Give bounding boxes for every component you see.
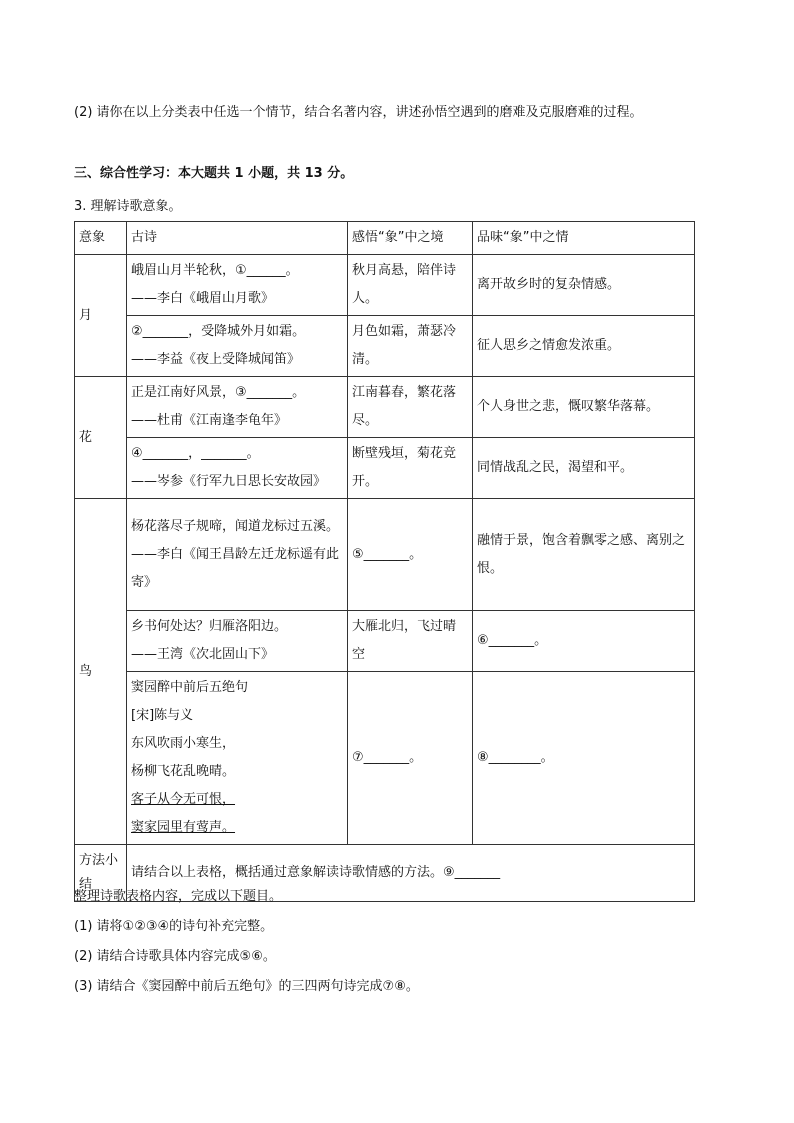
poetry-imagery-table	[74, 221, 695, 902]
emotion-cell: ⑥_______。	[473, 611, 695, 672]
scene-cell: 断壁残垣，菊花竞开。	[348, 438, 473, 499]
table-row	[75, 672, 695, 845]
poem-line: 正是江南好风景，③_______。	[131, 385, 306, 400]
table-row	[75, 611, 695, 672]
scene-cell: ⑤_______。	[348, 499, 473, 611]
header-scene: 感悟“象”中之境	[348, 222, 473, 255]
poem-cell	[127, 316, 348, 377]
emotion-cell: 离开故乡时的复杂情感。	[473, 255, 695, 316]
table-row	[75, 255, 695, 316]
poem-line: 杨花落尽子规啼，闻道龙标过五溪。	[131, 518, 340, 534]
imagery-bird: 鸟	[75, 499, 127, 845]
scene-cell: 江南暮春，繁花落尽。	[348, 377, 473, 438]
imagery-moon: 月	[75, 255, 127, 377]
scene-cell: 月色如霜，萧瑟冷清。	[348, 316, 473, 377]
emotion-cell: 个人身世之悲，慨叹繁华落幕。	[473, 377, 695, 438]
poem-source: ——岑参《行军九日思长安故园》	[131, 474, 327, 489]
poem-source: ——李益《夜上受降城闻笛》	[131, 352, 301, 367]
previous-question-2: (2) 请你在以上分类表中任选一个情节，结合名著内容，讲述孙悟空遇到的磨难及克服磨难的过程。	[74, 105, 643, 120]
poem-line: 杨柳飞花乱晚晴。	[131, 764, 236, 779]
poem-source: ——李白《峨眉山月歌》	[131, 291, 275, 306]
poem-cell	[127, 499, 348, 611]
emotion-cell: 融情于景，饱含着飘零之感、离别之恨。	[473, 499, 695, 611]
poem-line: ④_______，_______。	[131, 446, 260, 461]
scene-cell: ⑦_______。	[348, 672, 473, 845]
poem-cell	[127, 255, 348, 316]
followup-intro: 整理诗歌表格内容，完成以下题目。	[74, 889, 283, 904]
poem-source: ——王湾《次北固山下》	[131, 647, 275, 662]
table-row	[75, 438, 695, 499]
emotion-cell: ⑧________。	[473, 672, 695, 845]
scene-cell: 秋月高悬，陪伴诗人。	[348, 255, 473, 316]
method-text: 请结合以上表格，概括通过意象解读诗歌情感的方法。⑨_______	[127, 845, 695, 902]
table-header-row	[75, 222, 695, 255]
poem-title: 窦园醉中前后五绝句	[131, 680, 249, 695]
poem-line: ②_______，受降城外月如霜。	[131, 324, 306, 339]
poem-line-underlined: 客子从今无可恨，	[131, 792, 236, 807]
followup-item-3: (3) 请结合《窦园醉中前后五绝句》的三四两句诗完成⑦⑧。	[74, 979, 419, 994]
method-label: 方法小结	[75, 845, 127, 902]
poem-line: 峨眉山月半轮秋，①______。	[131, 263, 299, 278]
poem-author: [宋]陈与义	[131, 708, 194, 723]
imagery-flower: 花	[75, 377, 127, 499]
poem-cell	[127, 672, 348, 845]
poem-cell	[127, 377, 348, 438]
poem-line: 东风吹雨小寒生，	[131, 736, 236, 751]
poem-source: ——杜甫《江南逢李龟年》	[131, 413, 288, 428]
question-3-title: 3. 理解诗歌意象。	[74, 199, 182, 214]
header-emotion: 品味“象”中之情	[473, 222, 695, 255]
table-row	[75, 316, 695, 377]
emotion-cell: 同情战乱之民，渴望和平。	[473, 438, 695, 499]
table-row	[75, 499, 695, 611]
poem-cell	[127, 438, 348, 499]
poem-line: 乡书何处达？归雁洛阳边。	[131, 619, 288, 634]
table-row	[75, 377, 695, 438]
poem-line-underlined: 窦家园里有莺声。	[131, 820, 236, 835]
scene-cell: 大雁北归，飞过晴空	[348, 611, 473, 672]
section-3-heading: 三、综合性学习：本大题共 1 小题，共 13 分。	[74, 166, 354, 181]
poem-cell	[127, 611, 348, 672]
followup-item-1: (1) 请将①②③④的诗句补充完整。	[74, 919, 274, 934]
emotion-cell: 征人思乡之情愈发浓重。	[473, 316, 695, 377]
poem-source: ——李白《闻王昌龄左迁龙标遥有此寄》	[131, 546, 340, 590]
followup-item-2: (2) 请结合诗歌具体内容完成⑤⑥。	[74, 949, 276, 964]
header-imagery: 意象	[75, 222, 127, 255]
header-poem: 古诗	[127, 222, 348, 255]
